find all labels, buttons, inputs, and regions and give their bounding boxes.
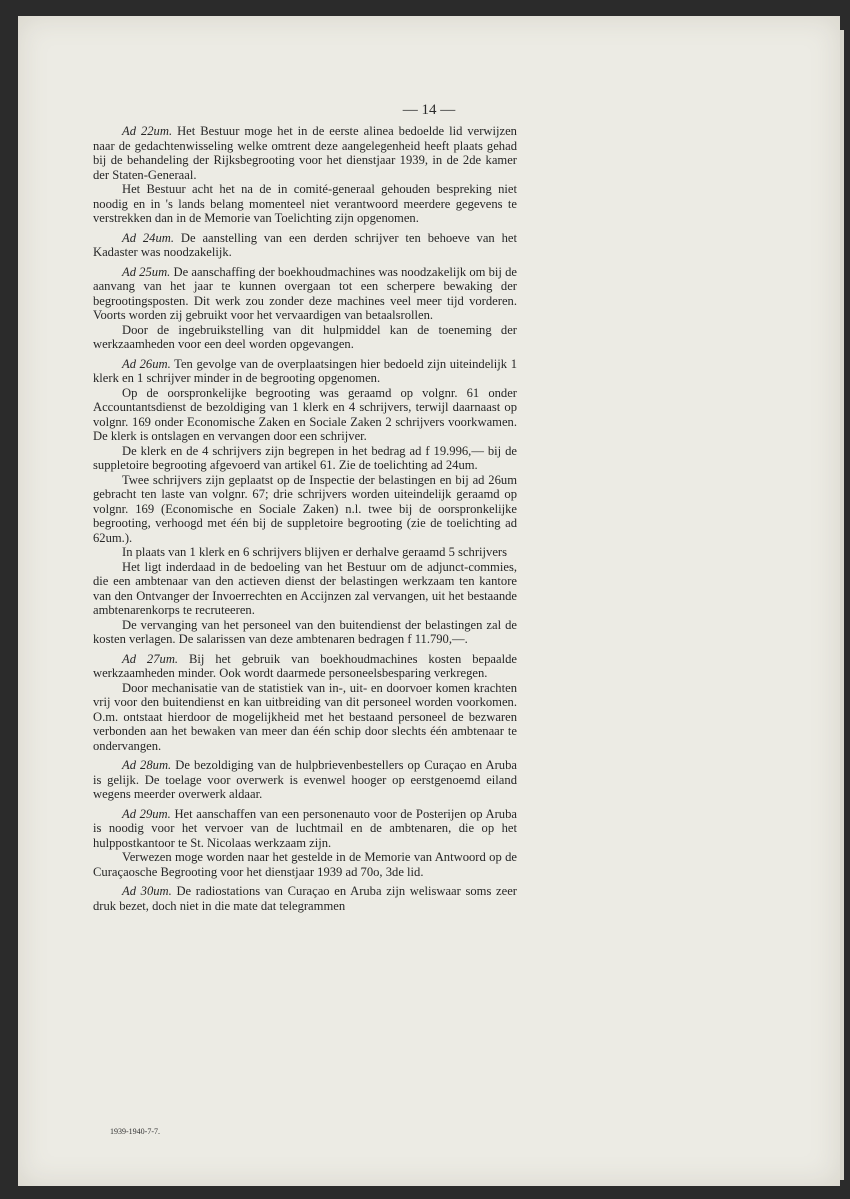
paragraph	[93, 545, 517, 560]
paragraph-ad-25um	[93, 265, 517, 323]
paragraph	[93, 473, 517, 546]
page-edge	[840, 30, 844, 1180]
paragraph-ad-28um	[93, 758, 517, 802]
paragraph	[93, 386, 517, 444]
paragraph-text: Het ligt inderdaad in de bedoeling van het Bestuur om de adjunct-commies, die een ambtenaar van den actieven dienst der belastingen werkzaam ten kantore van den Ontvanger der Invoerrechten en Accijnzen zal vervangen, uit het bestaande ambtenarenkorps te recruteeren.	[93, 559, 517, 617]
paragraph-ad-22um	[93, 124, 517, 182]
body-text	[93, 124, 517, 913]
paragraph	[93, 618, 517, 647]
paragraph	[93, 323, 517, 352]
paragraph	[93, 182, 517, 226]
paragraph-text: De radiostations van Curaçao en Aruba zijn weliswaar soms zeer druk bezet, doch niet in die mate dat telegrammen	[93, 884, 517, 913]
ad-label: Ad 25um.	[122, 264, 171, 279]
ad-label: Ad 22um.	[122, 124, 173, 138]
paragraph	[93, 444, 517, 473]
paragraph-ad-30um	[93, 884, 517, 913]
paragraph-ad-26um	[93, 357, 517, 386]
paragraph-ad-24um	[93, 231, 517, 260]
page-number: — 14 —	[402, 102, 456, 118]
ad-label: Ad 29um.	[122, 806, 171, 821]
paragraph-text: Op de oorspronkelijke begrooting was geraamd op volgnr. 61 onder Accountantsdienst de bezoldiging van 1 klerk en 4 schrijvers, terwijl daarnaast op volgnr. 169 onder Economische Zaken en Sociale Zaken 2 schrijvers voorkwamen. De klerk is ontslagen en vervangen door een schrijver.	[93, 385, 517, 443]
paragraph-text: Twee schrijvers zijn geplaatst op de Inspectie der belastingen en bij ad 26um gebracht ten laste van volgnr. 67; drie schrijvers worden uiteindelijk geraamd op volgnr. 169 (Economische en Sociale Zaken) n.l. twee bij de oorspronkelijke begrooting, verhoogd met één bij de suppletoire begrooting (zie de toelichting ad 62um.).	[93, 472, 517, 545]
paragraph	[93, 560, 517, 618]
paragraph	[93, 681, 517, 754]
ad-label: Ad 26um.	[122, 356, 171, 371]
paragraph-text: Het Bestuur moge het in de eerste alinea bedoelde lid verwijzen naar de gedachtenwisseling welke omtrent deze aangelegenheid heeft plaats gehad bij de behandeling der Rijksbegrooting voor het dienstjaar 1939, in de 2de kamer der Staten-Generaal.	[93, 124, 517, 182]
document-page	[18, 16, 840, 1186]
paragraph-text: De klerk en de 4 schrijvers zijn begrepen in het bedrag ad f 19.996,— bij de suppletoire begrooting afgevoerd van artikel 61. Zie de toelichting ad 24um.	[93, 443, 517, 472]
paragraph-ad-27um	[93, 652, 517, 681]
footer-print-code: 1939-1940-7-7.	[110, 1127, 160, 1136]
paragraph-text: Het aanschaffen van een personenauto voor de Posterijen op Aruba is noodig voor het vervoer van de luchtmail en de ambtenaren, die op het hulppostkantoor te St. Nicolaas werkzaam zijn.	[93, 806, 517, 850]
ad-label: Ad 27um.	[122, 651, 179, 666]
paragraph-text: De aanstelling van een derden schrijver ten behoeve van het Kadaster was noodzakelijk.	[93, 230, 517, 259]
paragraph-text: Door de ingebruikstelling van dit hulpmiddel kan de toeneming der werkzaamheden voor een deel worden opgevangen.	[93, 322, 517, 351]
paragraph-text: Ten gevolge van de overplaatsingen hier bedoeld zijn uiteindelijk 1 klerk en 1 schrijver minder in de begrooting opgenomen.	[93, 356, 517, 385]
paragraph-text: Verwezen moge worden naar het gestelde in de Memorie van Antwoord op de Curaçaosche Begrooting voor het dienstjaar 1939 ad 70o, 3de lid.	[93, 850, 517, 879]
paragraph-text: De aanschaffing der boekhoudmachines was noodzakelijk om bij de aanvang van het jaar te kunnen overgaan tot een scherpere bewaking der begrootingsposten. Dit werk zou zonder deze machines veel meer tijd vorderen. Voorts worden zij gebruikt voor het vervaardigen van betaalsrollen.	[93, 264, 517, 322]
paragraph	[93, 850, 517, 879]
ad-label: Ad 28um.	[122, 758, 172, 772]
paragraph-text: In plaats van 1 klerk en 6 schrijvers blijven er derhalve geraamd 5 schrijvers	[122, 545, 508, 559]
paragraph-text: Het Bestuur acht het na de in comité-generaal gehouden bespreking niet noodig en in 's lands belang momenteel niet verantwoord meerdere gegevens te verstrekken dan in de Memorie van Toelichting zijn opgenomen.	[93, 182, 517, 225]
paragraph-text: Door mechanisatie van de statistiek van in-, uit- en doorvoer komen krachten vrij voor den buitendienst en kan uitbreiding van dit personeel worden voorkomen. O.m. ontstaat hierdoor de mogelijkheid met het bestaand personeel de bezwaren verbonden aan het bewaken van meer dan één schip door slechts één ambtenaar te ondervangen.	[93, 680, 517, 753]
paragraph-text: De vervanging van het personeel van den buitendienst der belastingen zal de kosten verlagen. De salarissen van deze ambtenaren bedragen f 11.790,—.	[93, 617, 517, 646]
ad-label: Ad 24um.	[122, 230, 175, 245]
paragraph-text: Bij het gebruik van boekhoudmachines kosten bepaalde werkzaamheden minder. Ook wordt daarmede personeelsbesparing verkregen.	[93, 651, 517, 680]
paragraph-ad-29um	[93, 807, 517, 851]
ad-label: Ad 30um.	[122, 884, 172, 898]
paragraph-text: De bezoldiging van de hulpbrievenbestellers op Curaçao en Aruba is gelijk. De toelage voor overwerk is evenwel hooger op eerstgenoemd eiland wegens meerder overwerk aldaar.	[93, 758, 517, 801]
